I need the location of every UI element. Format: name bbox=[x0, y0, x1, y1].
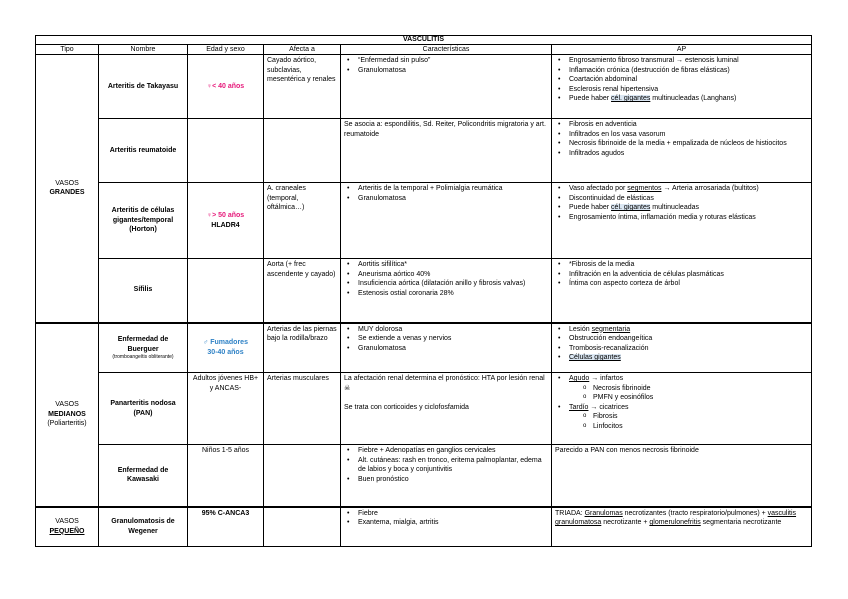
table-title: VASCULITIS bbox=[36, 36, 812, 45]
underlined-term: Granulomas bbox=[584, 509, 623, 517]
age-sex: Niños 1-5 años bbox=[188, 445, 264, 507]
text: Puede haber bbox=[569, 204, 612, 212]
disease-title: Enfermedad de Buerguer bbox=[117, 336, 169, 353]
list-item bbox=[569, 374, 808, 403]
underlined-term: vasculitis granulomatosa bbox=[555, 509, 797, 527]
characteristics bbox=[341, 183, 552, 259]
list-item bbox=[569, 325, 808, 335]
disease-name: Arteritis de Takayasu bbox=[99, 55, 188, 119]
list-item: • Insuficiencia aórtica (dilatación anillo y fibrosis valvas) bbox=[358, 279, 548, 289]
list-item: • “Enfermedad sin pulso” bbox=[358, 56, 548, 66]
characteristics bbox=[341, 373, 552, 445]
list-item: • Íntima con aspecto corteza de árbol bbox=[569, 279, 808, 289]
text: → cicatrices bbox=[588, 403, 629, 411]
group-label-bold: PEQUEÑO bbox=[49, 527, 85, 535]
female-symbol-icon: ♀> 50 años bbox=[206, 211, 245, 219]
disease-name: Enfermedad de Kawasaki bbox=[99, 445, 188, 507]
characteristics: Se asocia a: espondilitis, Sd. Reiter, Policondritis migratoria y art. reumatoide bbox=[341, 119, 552, 183]
group-label: VASOS bbox=[55, 401, 79, 409]
text: TRIADA: bbox=[555, 509, 585, 517]
text: segmentaria necrotizante bbox=[700, 519, 782, 527]
pathology bbox=[552, 183, 812, 259]
list-item: • Arteritis de la temporal + Polimialgia reumática bbox=[358, 184, 548, 194]
list-item: • Esclerosis renal hipertensiva bbox=[569, 85, 808, 95]
list-item: • Granulomatosa bbox=[358, 66, 548, 76]
list-item: • Engrosamiento fibroso transmural → estenosis luminal bbox=[569, 56, 808, 66]
affected-vessels: Cayado aórtico, subclavias, mesentérica y renales bbox=[264, 55, 341, 119]
disease-name: Panarteritis nodosa (PAN) bbox=[99, 373, 188, 445]
group-vasos-grandes bbox=[36, 55, 99, 323]
table-row bbox=[36, 373, 812, 445]
affected-vessels: Aorta (+ frec ascendente y cayado) bbox=[264, 259, 341, 323]
text: multinucleadas (Langhans) bbox=[650, 95, 737, 103]
text: Puede haber bbox=[569, 95, 612, 103]
list-item: • Granulomatosa bbox=[358, 194, 548, 204]
list-item: o PMFN y eosinófilos bbox=[593, 393, 808, 403]
list-item: • Alt. cutáneas: rash en tronco, eritema palmoplantar, edema de labios y boca y conjuntivitis bbox=[358, 456, 548, 475]
disease-name bbox=[99, 323, 188, 373]
text: necrotizantes (tracto respiratorio/pulmones) + bbox=[622, 509, 768, 517]
list-item: • Fiebre bbox=[358, 509, 548, 519]
list-item: • Infiltración en la adventicia de células plasmáticas bbox=[569, 270, 808, 280]
age-sex bbox=[188, 259, 264, 323]
pathology bbox=[552, 373, 812, 445]
disease-name: Arteritis de células gigantes/temporal (Horton) bbox=[99, 183, 188, 259]
group-label-bold: MEDIANOS bbox=[48, 410, 86, 418]
skull-icon: ☠ bbox=[344, 384, 351, 392]
list-item: • Buen pronóstico bbox=[358, 475, 548, 485]
list-item: • Necrosis fibrinoide de la media + empalizada de núcleos de histiocitos bbox=[569, 139, 808, 149]
pathology bbox=[552, 259, 812, 323]
text: Vaso afectado por bbox=[569, 185, 628, 192]
group-label-bold: GRANDES bbox=[49, 189, 85, 197]
list-item: • Se extiende a venas y nervios bbox=[358, 334, 548, 344]
age-sex bbox=[188, 119, 264, 183]
characteristics bbox=[341, 507, 552, 547]
text: → Arteria arrosariada (bultitos) bbox=[661, 185, 759, 192]
group-vasos-pequeno bbox=[36, 507, 99, 547]
list-item: • Engrosamiento íntima, inflamación media y roturas elásticas bbox=[569, 213, 808, 223]
list-item: • Infiltrados en los vasa vasorum bbox=[569, 130, 808, 140]
age-sex bbox=[188, 183, 264, 259]
affected-vessels bbox=[264, 445, 341, 507]
table-row bbox=[36, 259, 812, 323]
characteristics bbox=[341, 55, 552, 119]
list-item: • Infiltrados agudos bbox=[569, 149, 808, 159]
list-item: • Fiebre + Adenopatías en ganglios cervicales bbox=[358, 446, 548, 456]
group-label: VASOS bbox=[55, 179, 79, 187]
pathology: Parecido a PAN con menos necrosis fibrinoide bbox=[552, 445, 812, 507]
disease-name: Granulomatosis de Wegener bbox=[99, 507, 188, 547]
list-item bbox=[569, 184, 808, 194]
list-item: • Fibrosis en adventicia bbox=[569, 120, 808, 130]
group-subtitle: (Poliarteritis) bbox=[47, 420, 87, 428]
underlined-term: Agudo bbox=[569, 375, 590, 382]
female-symbol-icon: ♀< 40 años bbox=[206, 82, 245, 90]
underlined-term: segmentos bbox=[627, 185, 662, 192]
header-ap: AP bbox=[552, 45, 812, 55]
age-sex bbox=[188, 323, 264, 373]
group-vasos-medianos bbox=[36, 323, 99, 507]
table-row bbox=[36, 183, 812, 259]
highlighted-term: cél. gigantes bbox=[611, 95, 651, 103]
header-nombre: Nombre bbox=[99, 45, 188, 55]
pathology bbox=[552, 55, 812, 119]
table-row bbox=[36, 119, 812, 183]
hla-type: HLADR4 bbox=[211, 221, 240, 229]
list-item: • *Fibrosis de la media bbox=[569, 260, 808, 270]
affected-vessels: Arterias de las piernas bajo la rodilla/brazo bbox=[264, 323, 341, 373]
underlined-term: segmentaria bbox=[591, 325, 631, 333]
list-item bbox=[569, 353, 808, 363]
pathology bbox=[552, 507, 812, 547]
text: La afectación renal determina el pronóstico: HTA por lesión renal bbox=[344, 375, 545, 382]
list-item: • MUY dolorosa bbox=[358, 325, 548, 335]
characteristics bbox=[341, 323, 552, 373]
disease-subtitle: (tromboangeítis obliterante) bbox=[112, 354, 174, 361]
header-afecta: Afecta a bbox=[264, 45, 341, 55]
list-item: • Inflamación crónica (destrucción de fibras elásticas) bbox=[569, 66, 808, 76]
vasculitis-table-wrapper bbox=[35, 35, 811, 547]
text: multinucleadas bbox=[650, 204, 699, 212]
age-sex: 95% C-ANCA3 bbox=[188, 507, 264, 547]
list-item: • Trombosis-recanalización bbox=[569, 344, 808, 354]
group-label: VASOS bbox=[55, 518, 79, 526]
text: → infartos bbox=[589, 375, 624, 382]
characteristics bbox=[341, 259, 552, 323]
underlined-term: Tardío bbox=[569, 403, 589, 411]
pathology bbox=[552, 119, 812, 183]
list-item: • Granulomatosa bbox=[358, 344, 548, 354]
list-item bbox=[569, 403, 808, 432]
highlighted-term: Células gigantes bbox=[569, 354, 621, 362]
affected-vessels: A. craneales (temporal, oftálmica…) bbox=[264, 183, 341, 259]
age-sex: Adultos jóvenes HB+ y ANCAS- bbox=[188, 373, 264, 445]
table-row bbox=[36, 55, 812, 119]
list-item: • Aneurisma aórtico 40% bbox=[358, 270, 548, 280]
list-item: • Estenosis ostial coronaria 28% bbox=[358, 289, 548, 299]
age-range: 30-40 años bbox=[207, 348, 244, 356]
list-item: o Necrosis fibrinoide bbox=[593, 384, 808, 394]
highlighted-term: cél. gigantes bbox=[611, 204, 651, 212]
affected-vessels bbox=[264, 507, 341, 547]
list-item bbox=[569, 94, 808, 104]
list-item: o Fibrosis bbox=[593, 412, 808, 422]
disease-name: Sífilis bbox=[99, 259, 188, 323]
table-row bbox=[36, 323, 812, 373]
list-item: o Linfocitos bbox=[593, 422, 808, 432]
header-edad: Edad y sexo bbox=[188, 45, 264, 55]
table-row bbox=[36, 445, 812, 507]
header-tipo: Tipo bbox=[36, 45, 99, 55]
list-item: • Discontinuidad de elásticas bbox=[569, 194, 808, 204]
male-symbol-icon: ♂ Fumadores bbox=[203, 339, 248, 347]
affected-vessels: Arterias musculares bbox=[264, 373, 341, 445]
affected-vessels bbox=[264, 119, 341, 183]
underlined-term: glomerulonefritis bbox=[649, 519, 701, 527]
list-item: • Obstrucción endoangeítica bbox=[569, 334, 808, 344]
text: Lesión bbox=[569, 325, 592, 333]
text: necrotizante + bbox=[601, 519, 650, 527]
list-item: • Exantema, mialgia, artritis bbox=[358, 518, 548, 528]
table-row bbox=[36, 507, 812, 547]
list-item: • Coartación abdominal bbox=[569, 75, 808, 85]
text: Se trata con corticoides y ciclofosfamida bbox=[344, 403, 469, 411]
pathology bbox=[552, 323, 812, 373]
list-item: • Aortitis sifilítica* bbox=[358, 260, 548, 270]
disease-name: Arteritis reumatoide bbox=[99, 119, 188, 183]
header-caracteristicas: Características bbox=[341, 45, 552, 55]
vasculitis-table bbox=[35, 35, 812, 547]
list-item bbox=[569, 203, 808, 213]
age-sex bbox=[188, 55, 264, 119]
characteristics bbox=[341, 445, 552, 507]
